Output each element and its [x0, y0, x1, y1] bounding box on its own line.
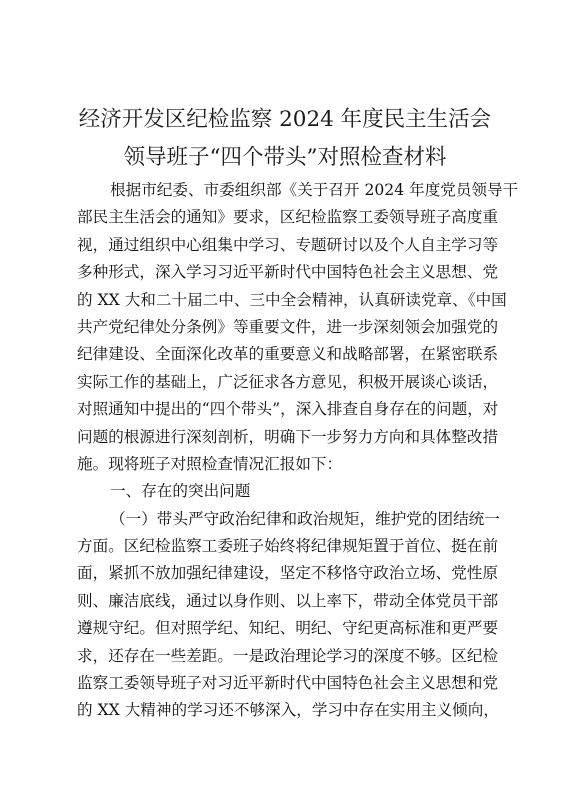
paragraph-line: 共产党纪律处分条例》等重要文件，进一步深刻领会加强党的: [77, 317, 499, 336]
subsection-line: （一）带头严守政治纪律和政治规矩，维护党的团结统一: [110, 509, 500, 528]
paragraph-line: 问题的根源进行深刻剖析，明确下一步努力方向和具体整改措: [77, 427, 499, 446]
paragraph-line: 面，紧抓不放加强纪律建设，坚定不移恪守政治立场、党性原: [77, 564, 499, 583]
paragraph-line: 方面。区纪检监察工委班子始终将纪律规矩置于首位、挺在前: [77, 537, 499, 556]
paragraph-line: 对照通知中提出的“四个带头”，深入排查自身存在的问题，对: [77, 400, 499, 419]
document-body: [77, 177, 519, 725]
paragraph-line: 施。现将班子对照检查情况汇报如下：: [77, 454, 343, 473]
paragraph-line: 多种形式，深入学习习近平新时代中国特色社会主义思想、党: [77, 263, 499, 282]
paragraph-line: 实际工作的基础上，广泛征求各方意见，积极开展谈心谈话，: [77, 372, 499, 391]
paragraph-line: 求，还存在一些差距。一是政治理论学习的深度不够。区纪检: [77, 646, 499, 665]
paragraph-line: 根据市纪委、市委组织部《关于召开 2024 年度党员领导干: [110, 181, 519, 199]
document-title-line-2: 领导班子“四个带头”对照检查材料: [123, 145, 447, 170]
paragraph-line: 的 XX 大和二十届二中、三中全会精神，认真研读党章、《中国: [77, 290, 507, 309]
document-title-line-1: 经济开发区纪检监察 2024 年度民主生活会: [78, 107, 492, 132]
paragraph-line: 的 XX 大精神的学习还不够深入，学习中存在实用主义倾向，: [77, 701, 499, 720]
paragraph-line: 视，通过组织中心组集中学习、专题研讨以及个人自主学习等: [77, 235, 499, 254]
section-heading: 一、存在的突出问题: [110, 482, 251, 501]
paragraph-line: 则、廉洁底线，通过以身作则、以上率下，带动全体党员干部: [77, 591, 499, 610]
paragraph-line: 部民主生活会的通知》要求，区纪检监察工委领导班子高度重: [77, 208, 499, 227]
paragraph-line: 遵规守纪。但对照学纪、知纪、明纪、守纪更高标准和更严要: [77, 619, 499, 638]
paragraph-line: 纪律建设、全面深化改革的重要意义和战略部署，在紧密联系: [77, 345, 499, 364]
paragraph-line: 监察工委领导班子对习近平新时代中国特色社会主义思想和党: [77, 674, 499, 693]
